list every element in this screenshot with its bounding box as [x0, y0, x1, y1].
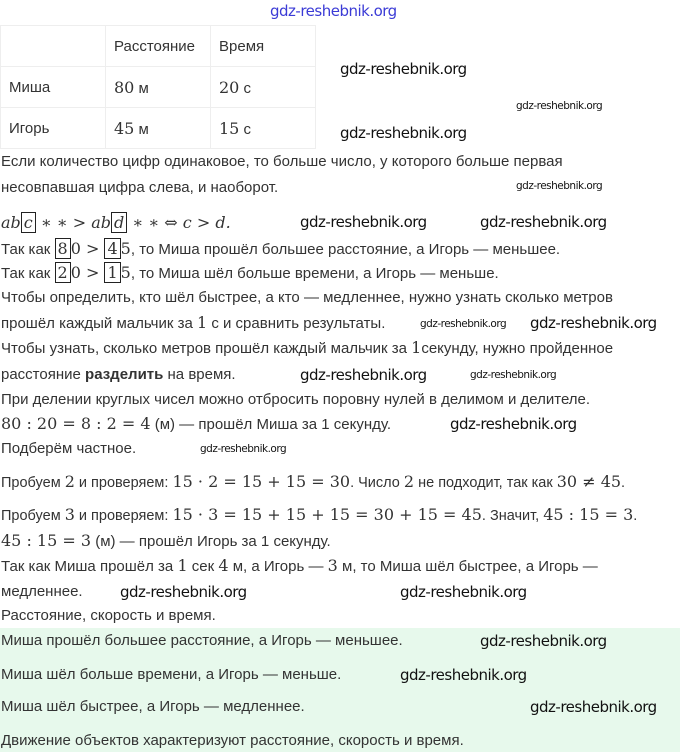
text: м, а Игорь —: [228, 558, 328, 575]
text: . Число: [350, 475, 404, 491]
math: ∗ ∗ ⇔ c > d.: [127, 213, 231, 232]
math: 1: [177, 556, 188, 575]
math: ∗ ∗ > ab: [35, 213, 112, 232]
math: 1: [196, 313, 208, 332]
math: 45 : 15 = 3: [543, 505, 634, 524]
table-header-row: [1, 26, 316, 67]
data-table: [0, 25, 316, 149]
text-line: [1, 472, 625, 493]
unit: м: [138, 79, 149, 97]
math: 80 : 20 = 8 : 2 = 4: [1, 414, 151, 433]
watermark: gdz-reshebnik.org: [340, 60, 467, 78]
text-line: Если количество цифр одинаковое, то больше число, у которого больше первая: [1, 153, 563, 170]
text-line: Расстояние, скорость и время.: [1, 607, 216, 624]
cell-distance: [106, 67, 211, 108]
math: 3: [64, 505, 75, 524]
boxed-digit: 2: [55, 262, 71, 283]
text: м, то Миша шёл быстрее, а Игорь —: [337, 558, 598, 575]
watermark: gdz-reshebnik.org: [450, 415, 577, 433]
text-line: [1, 556, 598, 577]
text: сек: [187, 558, 219, 575]
answer-line: Миша шёл быстрее, а Игорь — медленнее.: [1, 698, 305, 715]
text-line: [1, 238, 560, 260]
boxed-digit: c: [21, 212, 36, 233]
text-line: [1, 365, 236, 385]
text-line: Подберём частное.: [1, 440, 137, 457]
math: 4: [218, 556, 229, 575]
text-line: При делении круглых чисел можно отбросить поровну нулей в делимом и делителе.: [1, 391, 591, 408]
watermark-top: gdz-reshebnik.org: [270, 2, 397, 20]
math: 45 : 15 = 3: [1, 531, 92, 550]
watermark: gdz-reshebnik.org: [470, 369, 557, 381]
watermark: gdz-reshebnik.org: [400, 666, 527, 684]
cell-name: Миша: [1, 67, 106, 108]
text: Пробуем: [1, 475, 65, 491]
math: 5: [120, 239, 131, 258]
text-line: медленнее.: [1, 583, 83, 600]
text: Так как: [1, 241, 55, 258]
value: 45: [114, 118, 135, 138]
watermark: gdz-reshebnik.org: [200, 443, 287, 455]
boxed-digit: 4: [104, 238, 120, 259]
text-line: [1, 531, 331, 552]
math: ab: [1, 213, 21, 232]
value: 20: [219, 77, 240, 97]
bold-text: разделить: [85, 366, 164, 383]
text: Чтобы узнать, сколько метров прошёл каждый мальчик за: [1, 340, 412, 357]
cell-time: [211, 67, 316, 108]
text: Так как Миша прошёл за: [1, 558, 178, 575]
watermark: gdz-reshebnik.org: [530, 698, 657, 716]
watermark: gdz-reshebnik.org: [340, 124, 467, 142]
text: .: [621, 475, 626, 491]
math: 2: [403, 472, 415, 491]
header-time: Время: [211, 26, 316, 67]
math: 0 >: [70, 239, 105, 258]
text: .: [633, 508, 638, 524]
text: не подходит, так как: [414, 475, 557, 491]
text: , то Миша прошёл большее расстояние, а Игорь — меньшее.: [130, 241, 561, 258]
header-distance: Расстояние: [106, 26, 211, 67]
watermark: gdz-reshebnik.org: [480, 213, 607, 231]
text-line: [1, 262, 499, 284]
text: расстояние: [1, 366, 86, 383]
text-line: [1, 505, 637, 526]
unit: м: [138, 120, 149, 138]
unit: с: [243, 120, 252, 138]
cell-distance: [106, 108, 211, 149]
cell-time: [211, 108, 316, 149]
math: 15 · 2 = 15 + 15 = 30: [172, 472, 351, 491]
watermark: gdz-reshebnik.org: [300, 213, 427, 231]
text: (м) — прошёл Миша за 1 секунду.: [150, 416, 392, 433]
math: 15 · 3 = 15 + 15 + 15 = 30 + 15 = 45: [172, 505, 482, 524]
value: 15: [219, 118, 240, 138]
table-row: [1, 67, 316, 108]
text: и проверяем:: [74, 475, 173, 491]
watermark: gdz-reshebnik.org: [400, 583, 527, 601]
cell-name: Игорь: [1, 108, 106, 149]
boxed-digit: 8: [55, 238, 71, 259]
answer-line: Миша шёл больше времени, а Игорь — меньше.: [1, 666, 342, 683]
text: (м) — прошёл Игорь за 1 секунду.: [91, 533, 331, 550]
answer-line: Миша прошёл большее расстояние, а Игорь — меньшее.: [1, 632, 403, 649]
watermark: gdz-reshebnik.org: [530, 314, 657, 332]
watermark: gdz-reshebnik.org: [480, 632, 607, 650]
answer-line: Движение объектов характеризуют расстояние, скорость и время.: [1, 732, 464, 749]
boxed-digit: 1: [104, 262, 120, 283]
watermark: gdz-reshebnik.org: [420, 318, 507, 330]
math: 1: [411, 338, 422, 357]
text-line: [1, 414, 391, 435]
text-line: несовпавшая цифра слева, и наоборот.: [1, 179, 279, 196]
text-line: Чтобы определить, кто шёл быстрее, а кто — медленнее, нужно узнать сколько метров: [1, 289, 613, 306]
watermark: gdz-reshebnik.org: [516, 180, 603, 192]
text: Пробуем: [1, 508, 65, 524]
text-line: [1, 313, 385, 334]
text: и проверяем:: [74, 508, 173, 524]
boxed-digit: d: [111, 212, 127, 233]
text: прошёл каждый мальчик за: [1, 315, 197, 332]
math: 3: [327, 556, 338, 575]
math: 0 >: [70, 263, 105, 282]
text-line: [1, 338, 613, 359]
math: 5: [120, 263, 131, 282]
text: Так как: [1, 265, 55, 282]
watermark: gdz-reshebnik.org: [516, 100, 603, 112]
value: 80: [114, 77, 135, 97]
text: , то Миша шёл больше времени, а Игорь — меньше.: [130, 265, 499, 282]
math: 2: [64, 472, 75, 491]
table-row: [1, 108, 316, 149]
comparison-rule: [1, 212, 231, 233]
text: с и сравнить результаты.: [207, 315, 386, 332]
header-cell: [1, 26, 106, 67]
watermark: gdz-reshebnik.org: [300, 366, 427, 384]
math: 30 ≠ 45: [556, 472, 622, 491]
text: . Значит,: [481, 508, 544, 524]
watermark: gdz-reshebnik.org: [120, 583, 247, 601]
text: на время.: [163, 366, 236, 383]
unit: с: [243, 79, 252, 97]
text: секунду, нужно пройденное: [421, 340, 614, 357]
